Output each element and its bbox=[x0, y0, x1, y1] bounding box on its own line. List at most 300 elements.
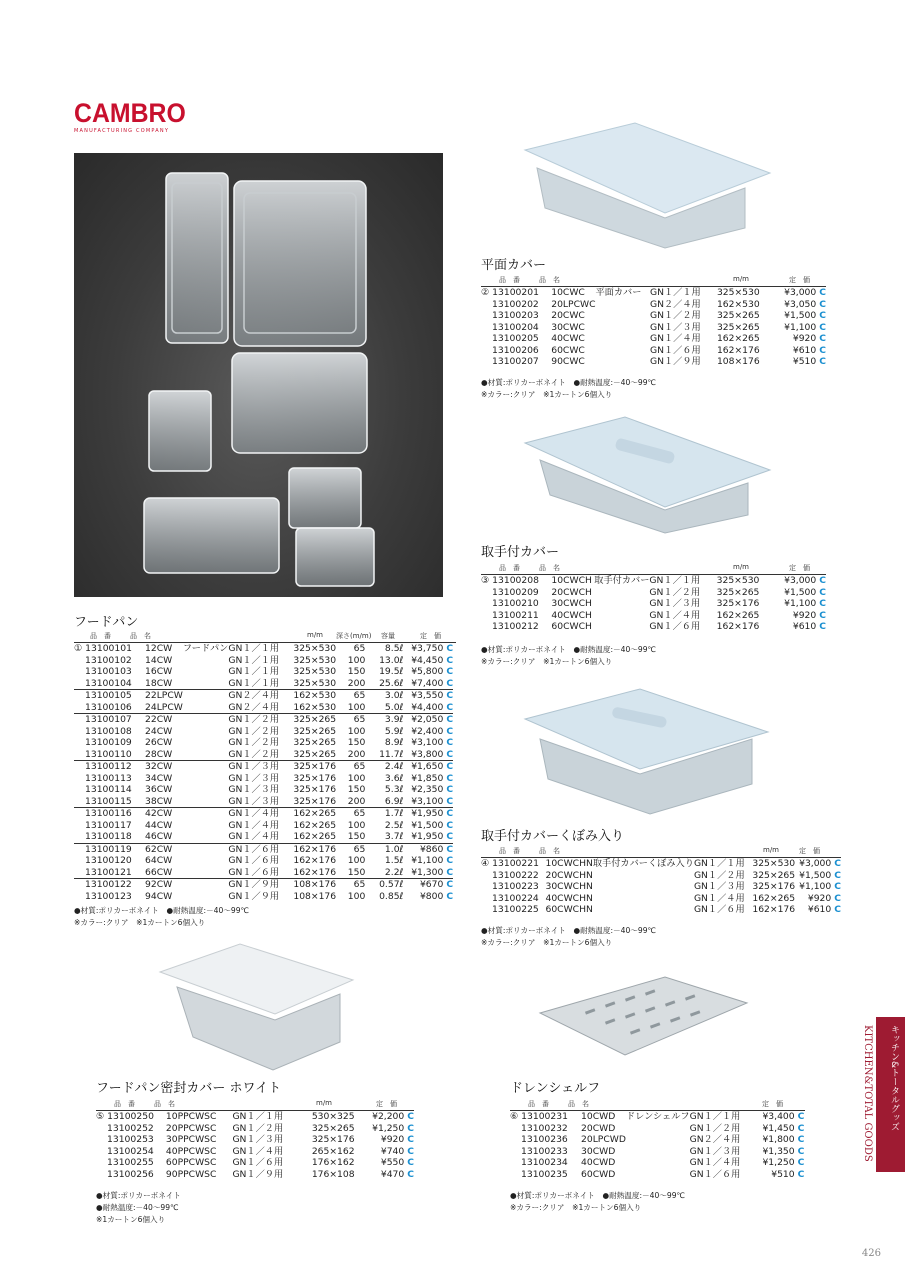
table-cell: GN２／４用 bbox=[228, 701, 280, 713]
table-cell bbox=[183, 891, 228, 903]
table-row bbox=[74, 714, 453, 726]
table-cell: ¥1,650 bbox=[411, 761, 444, 772]
table-cell: 26CW bbox=[145, 737, 173, 748]
table-cell: GN１／２用 bbox=[228, 737, 280, 748]
table-cell: 100 bbox=[347, 772, 366, 784]
table-cell: GN１／１用 bbox=[228, 666, 280, 677]
hdr-code: 品 番 bbox=[499, 847, 520, 855]
table-cell: 13100202 bbox=[492, 298, 539, 310]
table-cell: 13100212 bbox=[492, 621, 539, 632]
c-mark: C bbox=[446, 819, 454, 831]
table-cell: 13100256 bbox=[107, 1168, 154, 1180]
table-cell: 5.9ℓ bbox=[384, 725, 404, 737]
table-cell: 60CWC bbox=[551, 344, 585, 356]
c-mark: C bbox=[446, 643, 454, 654]
c-mark: C bbox=[446, 795, 454, 807]
table-cell: 19.5ℓ bbox=[379, 666, 404, 677]
c-mark: C bbox=[446, 879, 454, 890]
table-cell: 13100204 bbox=[492, 321, 539, 333]
table-cell: 13100234 bbox=[521, 1157, 568, 1168]
table-cell: 42CW bbox=[145, 808, 173, 819]
table-cell: 30PPCWSC bbox=[165, 1134, 217, 1145]
table-cell: 100 bbox=[347, 725, 366, 737]
table-cell: 200 bbox=[347, 748, 366, 760]
table-cell: ¥920 bbox=[792, 333, 817, 344]
c-mark: C bbox=[819, 586, 826, 598]
table-row bbox=[510, 1134, 804, 1146]
table-cell: 176×108 bbox=[311, 1168, 355, 1180]
table-cell bbox=[183, 796, 228, 808]
flat-cover-table-wrap bbox=[481, 275, 826, 368]
table-cell: 176×162 bbox=[311, 1157, 355, 1168]
table-cell: 13100232 bbox=[521, 1122, 568, 1134]
table-cell: 8.9ℓ bbox=[384, 737, 404, 748]
seal-cover-title: フードパン密封カバー ホワイト bbox=[96, 1081, 282, 1096]
food-pan-notes bbox=[74, 905, 249, 929]
table-cell: ¥3,100 bbox=[411, 737, 444, 748]
c-mark: C bbox=[819, 287, 826, 298]
handle-cover-image bbox=[520, 415, 775, 535]
c-mark: C bbox=[446, 714, 454, 725]
table-cell bbox=[596, 299, 650, 311]
table-row bbox=[74, 891, 453, 903]
table-cell: 20PPCWSC bbox=[165, 1122, 217, 1134]
hdr-mm: m/m bbox=[316, 1099, 332, 1107]
table-row bbox=[481, 598, 826, 610]
table-cell bbox=[183, 666, 228, 678]
table-row bbox=[74, 808, 453, 820]
c-mark: C bbox=[446, 654, 454, 666]
table-cell bbox=[626, 1146, 690, 1158]
table-cell: 24LPCW bbox=[145, 701, 183, 713]
table-cell: GN１／２用 bbox=[232, 1122, 284, 1134]
table-row bbox=[74, 749, 453, 761]
table-cell: 3.9ℓ bbox=[384, 714, 404, 725]
table-cell: ¥1,500 bbox=[784, 310, 817, 321]
note-material: ●材質:ポリカーボネイト ●耐熱温度:－40～99℃ bbox=[481, 926, 657, 935]
table-cell: 6.9ℓ bbox=[384, 795, 404, 807]
table-cell: 44CW bbox=[145, 819, 173, 831]
table-cell: GN１／６用 bbox=[228, 843, 280, 855]
table-cell: フードパン bbox=[182, 643, 229, 654]
table-cell: 13100122 bbox=[85, 879, 132, 890]
table-cell bbox=[183, 843, 228, 855]
table-cell: 13100224 bbox=[492, 892, 539, 904]
notch-cover-title: 取手付カバーくぼみ入り bbox=[481, 829, 625, 844]
cambro-logo bbox=[74, 100, 194, 134]
notch-cover-table-wrap bbox=[481, 846, 841, 916]
table-row bbox=[96, 1123, 414, 1135]
table-cell bbox=[626, 1134, 690, 1146]
table-cell: ¥4,450 bbox=[411, 654, 444, 666]
table-cell: ¥510 bbox=[792, 356, 817, 367]
table-cell: 13100104 bbox=[85, 677, 132, 689]
table-cell: ¥1,250 bbox=[372, 1122, 405, 1134]
table-cell: ¥1,850 bbox=[411, 772, 444, 784]
table-row bbox=[74, 726, 453, 738]
table-row bbox=[510, 1111, 804, 1123]
side-label-en: KITCHEN&TOTAL GOODS bbox=[862, 1025, 873, 1162]
table-cell: ¥3,100 bbox=[411, 795, 444, 807]
table-cell: 2.5ℓ bbox=[384, 819, 404, 831]
hdr-price: 定 価 bbox=[789, 276, 810, 284]
table-cell: 162×176 bbox=[293, 855, 337, 866]
c-mark: C bbox=[446, 772, 454, 784]
table-cell: 325×265 bbox=[293, 737, 337, 748]
c-mark: C bbox=[819, 621, 826, 632]
table-cell: ¥1,500 bbox=[799, 869, 832, 881]
table-cell: 90PPCWSC bbox=[165, 1168, 217, 1180]
table-cell bbox=[183, 879, 228, 891]
table-cell: GN１／２用 bbox=[228, 748, 280, 760]
table-cell: ¥4,400 bbox=[411, 701, 444, 713]
hdr-mm: m/m bbox=[307, 631, 323, 639]
table-cell: 13100112 bbox=[85, 761, 132, 772]
table-cell: 108×176 bbox=[293, 879, 337, 890]
table-cell: 100 bbox=[347, 654, 366, 666]
table-cell: 325×530 bbox=[293, 643, 337, 654]
table-cell: GN１／１用 bbox=[228, 677, 280, 689]
handle-cover-header bbox=[481, 563, 826, 575]
flat-cover-notes bbox=[481, 377, 656, 401]
table-cell: 162×265 bbox=[293, 831, 337, 842]
seal-cover-pan-icon bbox=[155, 942, 355, 1072]
table-cell: 325×265 bbox=[293, 725, 337, 737]
table-cell: 3.0ℓ bbox=[384, 690, 404, 701]
table-cell: 30CWC bbox=[551, 321, 585, 333]
note-material: ●材質:ポリカーボネイト ●耐熱温度:－40～99℃ bbox=[481, 645, 657, 654]
table-cell: 40CWCHN bbox=[545, 892, 593, 904]
food-pan-table-wrap bbox=[74, 631, 456, 902]
table-cell: ¥740 bbox=[380, 1145, 405, 1157]
table-cell: ¥1,350 bbox=[762, 1145, 795, 1157]
table-cell bbox=[183, 737, 228, 749]
table-cell: 13100109 bbox=[85, 737, 132, 748]
table-cell bbox=[183, 726, 228, 738]
table-cell: 325×530 bbox=[716, 575, 760, 586]
table-cell: 65 bbox=[353, 690, 366, 701]
c-mark: C bbox=[407, 1157, 414, 1168]
table-cell: 8.5ℓ bbox=[384, 643, 404, 654]
food-pans-image bbox=[74, 153, 443, 597]
table-cell: 11.7ℓ bbox=[379, 748, 404, 760]
table-cell: 325×265 bbox=[716, 321, 760, 333]
table-cell: 13100252 bbox=[107, 1122, 154, 1134]
table-cell: GN１／２用 bbox=[649, 310, 701, 321]
table-row bbox=[74, 796, 453, 808]
c-mark: C bbox=[407, 1145, 414, 1157]
table-cell: ¥610 bbox=[792, 344, 817, 356]
table-cell: GN１／２用 bbox=[228, 714, 280, 725]
table-cell: ② 13100201 bbox=[481, 287, 539, 298]
seal-cover-image bbox=[155, 942, 355, 1072]
table-cell: GN１／４用 bbox=[649, 333, 701, 344]
table-cell: 325×530 bbox=[293, 677, 337, 689]
table-cell: 3.6ℓ bbox=[384, 772, 404, 784]
table-cell: 13100225 bbox=[492, 904, 539, 915]
flat-cover-title: 平面カバー bbox=[481, 258, 547, 273]
table-cell: 325×176 bbox=[311, 1134, 355, 1145]
table-cell: 325×265 bbox=[293, 748, 337, 760]
c-mark: C bbox=[797, 1157, 805, 1168]
page-number: 426 bbox=[861, 1248, 881, 1259]
drain-shelf-icon bbox=[535, 975, 750, 1065]
table-cell: 325×265 bbox=[752, 869, 796, 881]
table-cell bbox=[594, 621, 649, 633]
table-cell: 18CW bbox=[145, 677, 173, 689]
table-cell: 162×265 bbox=[716, 609, 760, 621]
c-mark: C bbox=[834, 881, 841, 892]
table-cell: 13100236 bbox=[521, 1134, 568, 1145]
table-row bbox=[74, 820, 453, 832]
table-cell: 24CW bbox=[145, 725, 173, 737]
table-cell: 265×162 bbox=[311, 1145, 355, 1157]
hdr-name: 品 名 bbox=[539, 564, 560, 572]
table-cell bbox=[183, 831, 228, 843]
table-cell: 162×176 bbox=[293, 843, 337, 855]
table-cell: 28CW bbox=[145, 748, 173, 760]
table-cell: ¥3,550 bbox=[411, 690, 444, 701]
c-mark: C bbox=[446, 761, 454, 772]
hdr-name: 品 名 bbox=[539, 276, 560, 284]
table-cell: 65 bbox=[353, 643, 366, 654]
table-cell: GN１／１用 bbox=[228, 654, 280, 666]
table-cell: ¥3,000 bbox=[784, 575, 817, 586]
table-cell: 13100253 bbox=[107, 1134, 154, 1145]
table-cell: ¥1,300 bbox=[411, 866, 444, 878]
hdr-name: 品 名 bbox=[130, 632, 151, 640]
table-cell: 60CWCH bbox=[551, 621, 592, 632]
table-row bbox=[481, 893, 841, 905]
table-cell: 13100235 bbox=[521, 1168, 568, 1180]
table-cell bbox=[593, 904, 694, 916]
table-cell: 13100114 bbox=[85, 784, 132, 795]
table-cell: GN１／６用 bbox=[228, 866, 280, 878]
table-cell: 13100102 bbox=[85, 654, 132, 666]
table-cell bbox=[183, 761, 228, 773]
table-cell: ¥3,000 bbox=[784, 287, 817, 298]
table-cell bbox=[596, 333, 650, 345]
table-cell: 162×265 bbox=[752, 892, 796, 904]
table-cell: 530×325 bbox=[311, 1111, 355, 1122]
table-cell: 13100108 bbox=[85, 725, 132, 737]
table-cell: GN１／３用 bbox=[228, 795, 280, 807]
table-cell: ¥920 bbox=[380, 1134, 405, 1145]
table-cell: 65 bbox=[353, 714, 366, 725]
table-cell: ドレンシェルフ bbox=[625, 1111, 690, 1122]
food-pan-table bbox=[74, 643, 453, 902]
note-material: ●材質:ポリカーボネイト ●耐熱温度:－40～99℃ bbox=[510, 1191, 686, 1200]
drain-notes bbox=[510, 1190, 685, 1214]
table-cell: 2.4ℓ bbox=[384, 761, 404, 772]
table-row bbox=[481, 587, 826, 599]
table-cell: ¥1,500 bbox=[784, 586, 817, 598]
c-mark: C bbox=[819, 321, 826, 333]
table-cell bbox=[626, 1169, 690, 1181]
table-cell: 13100118 bbox=[85, 831, 132, 842]
hdr-price: 定 価 bbox=[762, 1100, 783, 1108]
table-cell: 13100105 bbox=[85, 690, 132, 701]
table-cell: 10CWCHN bbox=[545, 858, 593, 869]
c-mark: C bbox=[797, 1134, 805, 1145]
table-row bbox=[481, 870, 841, 882]
table-cell bbox=[183, 690, 228, 702]
table-cell: 20LPCWD bbox=[581, 1134, 626, 1145]
table-row bbox=[481, 881, 841, 893]
table-cell: 13100203 bbox=[492, 310, 539, 321]
table-cell: 30CWCHN bbox=[545, 881, 593, 892]
table-cell: GN１／２用 bbox=[689, 1122, 741, 1134]
note-color: ※カラー:クリア ※1カートン6個入り bbox=[510, 1203, 642, 1212]
table-row bbox=[481, 345, 826, 357]
table-cell: GN１／４用 bbox=[228, 808, 280, 819]
table-cell: ¥1,100 bbox=[784, 321, 817, 333]
table-cell: 108×176 bbox=[293, 890, 337, 902]
table-cell: 13100123 bbox=[85, 890, 132, 902]
table-cell: 325×176 bbox=[293, 761, 337, 772]
table-cell: GN１／９用 bbox=[232, 1168, 284, 1180]
table-cell bbox=[183, 784, 228, 796]
drain-table-wrap bbox=[510, 1099, 805, 1180]
hdr-price: 定 価 bbox=[789, 564, 810, 572]
table-row bbox=[74, 737, 453, 749]
table-cell: 12CW bbox=[145, 643, 173, 654]
table-cell: ¥610 bbox=[807, 904, 832, 915]
table-cell: 0.85ℓ bbox=[379, 890, 404, 902]
table-cell: GN２／４用 bbox=[649, 298, 701, 310]
c-mark: C bbox=[407, 1134, 414, 1145]
hdr-name: 品 名 bbox=[154, 1100, 175, 1108]
table-cell bbox=[596, 356, 650, 368]
table-row bbox=[74, 773, 453, 785]
table-cell bbox=[626, 1157, 690, 1169]
table-row bbox=[510, 1157, 804, 1169]
table-cell: ¥3,050 bbox=[784, 298, 817, 310]
table-cell: GN１／４用 bbox=[693, 892, 745, 904]
drain-table bbox=[510, 1111, 804, 1180]
table-cell: 100 bbox=[347, 819, 366, 831]
table-cell: GN１／２用 bbox=[228, 725, 280, 737]
hdr-price: 定 価 bbox=[799, 847, 820, 855]
table-cell: ¥5,800 bbox=[411, 666, 444, 677]
handle-cover-title: 取手付カバー bbox=[481, 545, 560, 560]
table-row bbox=[481, 356, 826, 368]
handle-cover-notes bbox=[481, 644, 656, 668]
table-cell bbox=[594, 610, 649, 622]
c-mark: C bbox=[819, 575, 826, 586]
hdr-code: 品 番 bbox=[90, 632, 111, 640]
table-row bbox=[510, 1169, 804, 1181]
table-cell: GN２／４用 bbox=[689, 1134, 741, 1145]
table-cell bbox=[596, 322, 650, 334]
table-row bbox=[481, 299, 826, 311]
table-cell: 162×530 bbox=[293, 690, 337, 701]
table-cell: ¥800 bbox=[419, 890, 444, 902]
table-cell: 162×176 bbox=[716, 621, 760, 632]
table-row bbox=[74, 666, 453, 678]
table-cell: GN１／１用 bbox=[689, 1111, 741, 1122]
table-cell: 13100254 bbox=[107, 1145, 154, 1157]
table-cell: 162×530 bbox=[716, 298, 760, 310]
table-cell: 64CW bbox=[145, 855, 173, 866]
table-cell: 38CW bbox=[145, 795, 173, 807]
table-row bbox=[96, 1146, 414, 1158]
notch-cover-table bbox=[481, 858, 841, 916]
seal-cover-table bbox=[96, 1111, 414, 1180]
table-cell bbox=[183, 808, 228, 820]
drain-header bbox=[510, 1099, 805, 1111]
c-mark: C bbox=[834, 869, 841, 881]
c-mark: C bbox=[834, 892, 841, 904]
table-row bbox=[481, 610, 826, 622]
hdr-name: 品 名 bbox=[568, 1100, 589, 1108]
c-mark: C bbox=[446, 725, 454, 737]
table-cell: 65 bbox=[353, 808, 366, 819]
table-cell: ¥3,750 bbox=[411, 643, 444, 654]
table-cell: 162×265 bbox=[293, 808, 337, 819]
table-cell: 40CWCH bbox=[551, 609, 592, 621]
table-cell: 325×530 bbox=[716, 287, 760, 298]
hdr-price: 定 価 bbox=[376, 1100, 397, 1108]
table-cell: ① 13100101 bbox=[74, 643, 132, 654]
table-cell: ¥2,350 bbox=[411, 784, 444, 795]
note-material: ●材質:ポリカーボネイト ●耐熱温度:－40～99℃ bbox=[74, 906, 250, 915]
c-mark: C bbox=[819, 310, 826, 321]
table-cell: 65 bbox=[353, 843, 366, 855]
note-color: ※カラー:クリア ※1カートン6個入り bbox=[481, 657, 613, 666]
table-cell: ¥1,500 bbox=[411, 819, 444, 831]
table-cell: 13100222 bbox=[492, 869, 539, 881]
table-cell: ¥920 bbox=[807, 892, 832, 904]
table-cell: GN１／３用 bbox=[228, 761, 280, 772]
table-cell: ¥670 bbox=[419, 879, 444, 890]
table-cell: 13100110 bbox=[85, 748, 132, 760]
table-cell: 13100233 bbox=[521, 1145, 568, 1157]
table-cell bbox=[594, 587, 649, 599]
table-cell: GN１／６用 bbox=[693, 904, 745, 915]
table-row bbox=[96, 1111, 414, 1123]
table-cell: 10CWCH bbox=[551, 575, 592, 586]
table-cell: ¥550 bbox=[380, 1157, 405, 1168]
table-cell bbox=[593, 870, 694, 882]
table-cell: GN１／６用 bbox=[689, 1168, 741, 1180]
table-cell: 325×176 bbox=[293, 784, 337, 795]
table-cell: 5.0ℓ bbox=[384, 701, 404, 713]
table-cell: ¥2,200 bbox=[372, 1111, 405, 1122]
table-cell bbox=[596, 310, 650, 322]
table-cell: GN１／４用 bbox=[689, 1157, 741, 1168]
table-cell: 13100115 bbox=[85, 795, 132, 807]
notch-cover-header bbox=[481, 846, 841, 858]
table-cell: GN１／３用 bbox=[689, 1145, 741, 1157]
table-cell: 13100255 bbox=[107, 1157, 154, 1168]
c-mark: C bbox=[446, 843, 454, 855]
table-cell: 162×265 bbox=[293, 819, 337, 831]
c-mark: C bbox=[819, 298, 826, 310]
table-cell: GN１／３用 bbox=[649, 598, 701, 609]
table-cell: 13100209 bbox=[492, 586, 539, 598]
seal-cover-notes bbox=[96, 1190, 181, 1226]
hdr-code: 品 番 bbox=[114, 1100, 135, 1108]
table-cell: 325×530 bbox=[752, 858, 796, 869]
note-color: ※カラー:クリア ※1カートン6個入り bbox=[74, 918, 206, 927]
c-mark: C bbox=[834, 858, 841, 869]
table-cell: GN１／４用 bbox=[232, 1145, 284, 1157]
table-row bbox=[74, 843, 453, 855]
hdr-code: 品 番 bbox=[499, 564, 520, 572]
notch-cover-image bbox=[520, 684, 770, 819]
table-row bbox=[510, 1146, 804, 1158]
